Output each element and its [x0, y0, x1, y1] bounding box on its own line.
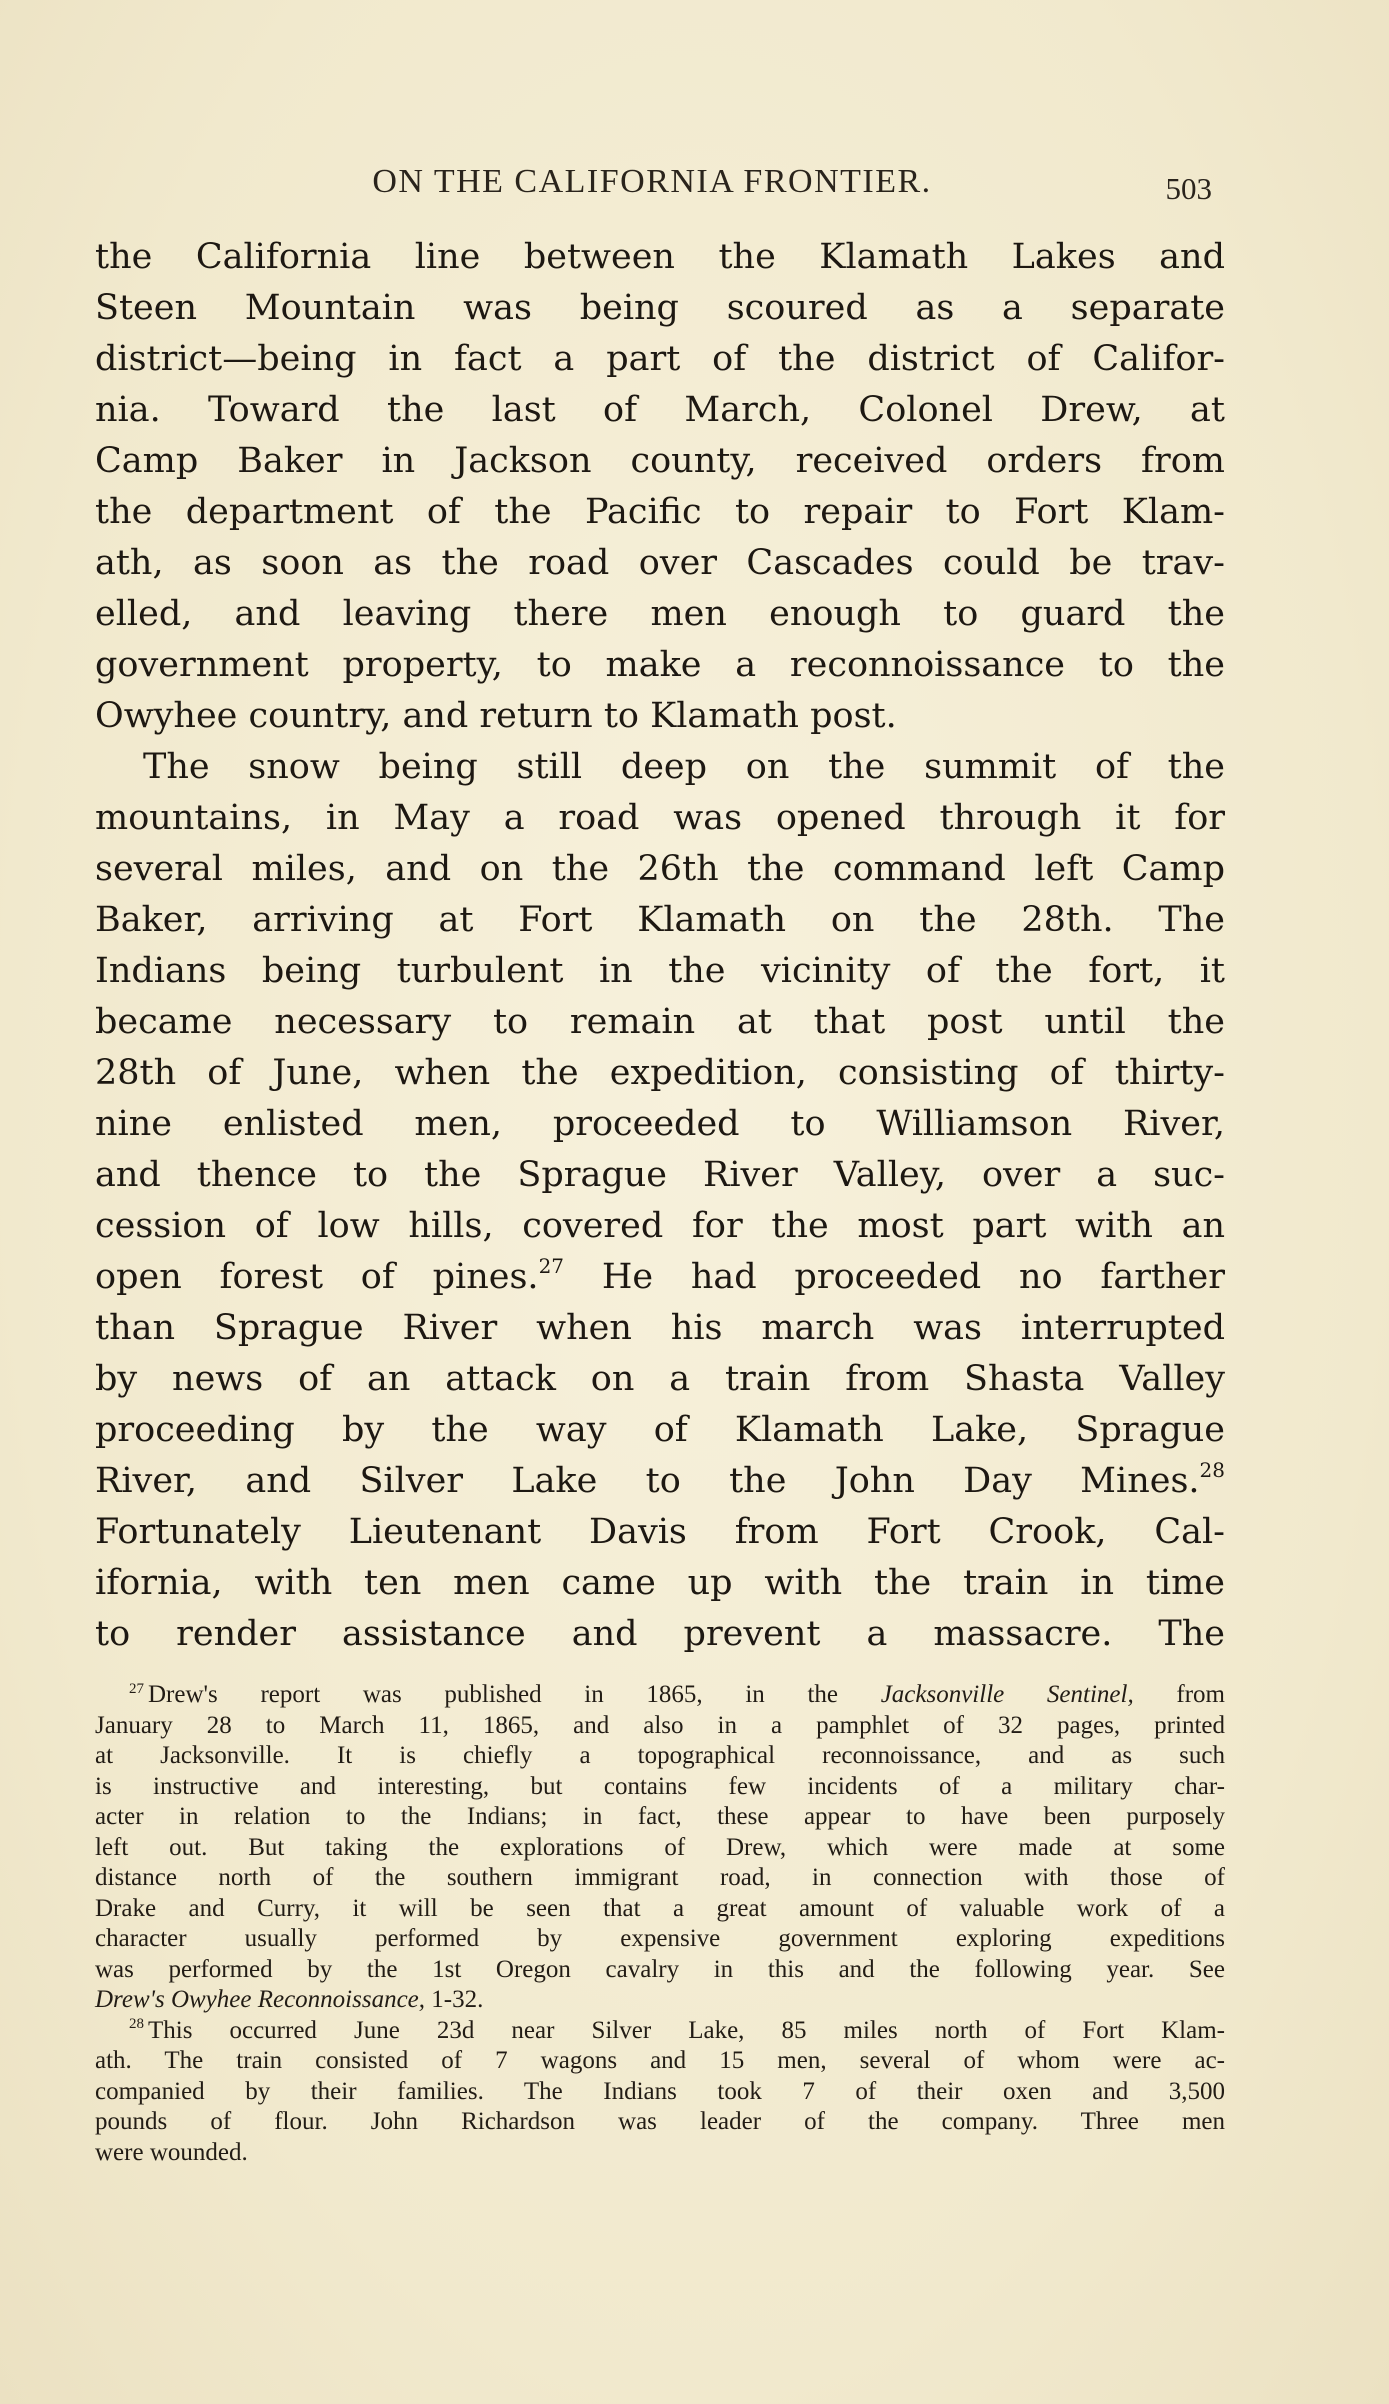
- footnote-28-line: pounds of flour. John Richardson was leader of the company. Three men: [95, 2108, 1225, 2135]
- footnote-28-line: were wounded.: [95, 2138, 248, 2166]
- body-line: Indians being turbulent in the vicinity of the fort, it: [95, 951, 1225, 991]
- body-line: and thence to the Sprague River Valley, over a suc-: [95, 1155, 1225, 1195]
- body-line-part: open forest of pines.: [95, 1257, 539, 1297]
- footnote-27-line: distance north of the southern immigrant road, in connection with those of: [95, 1864, 1225, 1891]
- body-line: ath, as soon as the road over Cascades could be trav-: [95, 543, 1225, 583]
- footnote-27-line: at Jacksonville. It is chiefly a topographical reconnoissance, and as such: [95, 1742, 1225, 1769]
- body-line: several miles, and on the 26th the command left Camp: [95, 849, 1225, 889]
- footnote-27-line: [95, 1680, 1225, 1711]
- body-line: government property, to make a reconnoissance to the: [95, 645, 1225, 685]
- body-line: mountains, in May a road was opened through it for: [95, 798, 1225, 838]
- body-line: Camp Baker in Jackson county, received orders from: [95, 441, 1225, 481]
- page-number: 503: [1165, 171, 1212, 206]
- footnote-italic-title: Drew's Owyhee Reconnoissance,: [95, 1986, 426, 2013]
- footnote-27-line: Drake and Curry, it will be seen that a great amount of valuable work of a: [95, 1894, 1225, 1922]
- body-line: 28th of June, when the expedition, consisting of thirty-: [95, 1053, 1225, 1093]
- body-line-part: He had proceeded no farther: [601, 1257, 1225, 1297]
- body-line: Fortunately Lieutenant Davis from Fort Crook, Cal-: [95, 1512, 1225, 1552]
- footnote-text: This occurred June 23d near Silver Lake, 85 miles north of Fort Klam-: [148, 2016, 1225, 2044]
- body-line-part: River, and Silver Lake to the John Day Mines.: [95, 1461, 1200, 1501]
- body-line: Baker, arriving at Fort Klamath on the 28th. The: [95, 900, 1225, 940]
- body-line: Steen Mountain was being scoured as a separate: [95, 288, 1225, 328]
- footnote-28-line: [95, 2016, 1225, 2047]
- body-text: [95, 232, 1225, 1660]
- body-line: Owyhee country, and return to Klamath post.: [95, 696, 897, 736]
- body-line: ifornia, with ten men came up with the train in time: [95, 1563, 1225, 1603]
- body-line: to render assistance and prevent a massacre. The: [95, 1614, 1225, 1654]
- body-line: elled, and leaving there men enough to guard the: [95, 594, 1225, 634]
- footnote-28-line: companied by their families. The Indians took 7 of their oxen and 3,500: [95, 2077, 1225, 2105]
- body-line: the department of the Pacific to repair to Fort Klam-: [95, 492, 1225, 532]
- footnote-27-line: left out. But taking the explorations of Drew, which were made at some: [95, 1833, 1225, 1861]
- footnote-27-line: was performed by the 1st Oregon cavalry in this and the following year. See: [95, 1955, 1225, 1983]
- body-line: became necessary to remain at that post until the: [95, 1002, 1225, 1042]
- body-line: nia. Toward the last of March, Colonel Drew, at: [95, 390, 1225, 430]
- footnote-italic-title: Jacksonville Sentinel,: [880, 1681, 1134, 1708]
- body-line: proceeding by the way of Klamath Lake, Sprague: [95, 1410, 1225, 1450]
- footnote-ref-27: 27: [538, 1254, 565, 1279]
- body-line: nine enlisted men, proceeded to Williamson River,: [95, 1104, 1225, 1144]
- body-line-with-footnote-27: [95, 1252, 1225, 1303]
- footnote-27-line: [95, 1985, 1225, 2016]
- running-title: ON THE CALIFORNIA FRONTIER.: [372, 163, 932, 200]
- body-line-with-footnote-28: [95, 1456, 1225, 1507]
- body-line: by news of an attack on a train from Shasta Valley: [95, 1359, 1225, 1399]
- footnotes: [95, 1680, 1225, 2168]
- footnote-mark-27: 27: [129, 1680, 144, 1697]
- body-line: district—being in fact a part of the district of Califor-: [95, 339, 1225, 379]
- body-line: than Sprague River when his march was interrupted: [95, 1308, 1225, 1348]
- footnote-text: 1-32.: [425, 1986, 484, 2013]
- footnote-27-line: acter in relation to the Indians; in fact, these appear to have been purposely: [95, 1803, 1225, 1830]
- body-line: the California line between the Klamath Lakes and: [95, 237, 1225, 277]
- body-line: The snow being still deep on the summit of the: [143, 747, 1225, 787]
- footnote-text: from: [1133, 1681, 1225, 1708]
- footnote-ref-28: 28: [1199, 1458, 1225, 1483]
- footnote-mark-28: 28: [129, 2016, 144, 2033]
- footnote-text: Drew's report was published in 1865, in the: [148, 1681, 881, 1708]
- footnote-27-line: is instructive and interesting, but contains few incidents of a military char-: [95, 1772, 1225, 1800]
- body-line: cession of low hills, covered for the most part with an: [95, 1206, 1225, 1246]
- footnote-27-line: character usually performed by expensive government exploring expeditions: [95, 1925, 1225, 1952]
- running-head: [96, 163, 1212, 207]
- footnote-27-line: January 28 to March 11, 1865, and also in a pamphlet of 32 pages, printed: [95, 1711, 1225, 1739]
- footnote-28-line: ath. The train consisted of 7 wagons and 15 men, several of whom were ac-: [95, 2047, 1225, 2074]
